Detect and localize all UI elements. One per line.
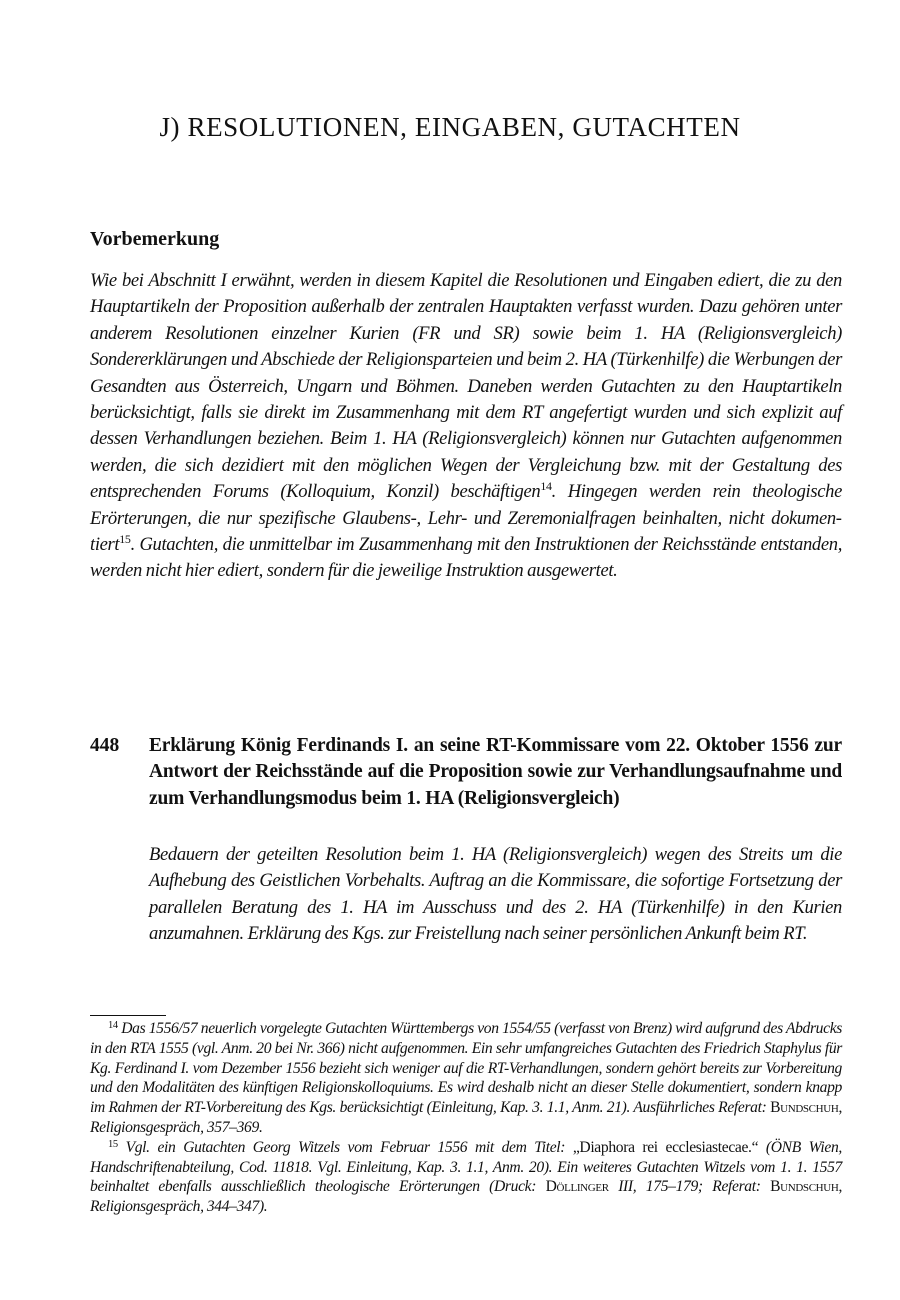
footnote-15 <box>90 1138 842 1217</box>
footnotes <box>90 1019 842 1217</box>
footnote-ref-14[interactable]: 14 <box>540 479 552 494</box>
paragraph-text: Wie bei Abschnitt I erwähnt, werden in diesem Kapitel die Resolutionen und Eingaben ediert, die zu den Hauptartikeln der Proposition außerhalb der zentralen Hauptakten verfasst wurden. Dazu gehören unter anderem Resolutionen einzelner Kurien (FR und SR) sowie beim 1. HA (Religionsvergleich) Sondererklärungen und Abschiede der Religionsparteien und beim 2. HA (Türkenhilfe) die Werbungen der Gesandten aus Österreich, Ungarn und Böhmen. Daneben werden Gutachten zu den Hauptartikeln berücksichtigt, falls sie direkt im Zusammenhang mit dem RT angefertigt wurden und sich explizit auf dessen Verhandlungen beziehen. Beim 1. HA (Religionsvergleich) können nur Gutachten aufgenommen werden, die sich dezidiert mit den möglichen Wegen der Vergleichung bzw. mit der Gestaltung des entsprechenden Forums (Kolloquium, Konzil) beschäftigen <box>90 270 842 503</box>
footnote-text: III, 175–179; Referat: <box>618 1178 761 1196</box>
author-name: Bundschuh, <box>770 1178 843 1196</box>
footnote-ref-15[interactable]: 15 <box>119 532 131 547</box>
author-name: Döllinger <box>545 1178 609 1196</box>
chapter-title: J) RESOLUTIONEN, EINGABEN, GUTACHTEN <box>159 112 741 142</box>
preliminary-note-paragraph <box>90 268 842 585</box>
footnote-text: Vgl. ein Gutachten Georg Witzels vom Februar 1556 mit dem Titel: <box>125 1138 566 1156</box>
footnote-text: Religionsgespräch, 357–369. <box>90 1118 263 1136</box>
entry-number: 448 <box>90 735 120 756</box>
paragraph-text: . Gutachten, die unmittelbar im Zusammenhang mit den Instruktionen der Reichsstände entstanden, werden nicht hier ediert, sondern für die jeweilige Instruktion ausgewertet. <box>90 534 842 582</box>
footnote-text: Religionsgespräch, 344–347). <box>90 1198 268 1216</box>
entry-title: Erklärung König Ferdinands I. an seine RT-Kommissare vom 22. Oktober 1556 zur Antwort der Reichsstände auf die Proposition sowie zur Verhandlungsaufnahme und zum Verhandlungsmodus beim 1. HA (Religionsvergleich) <box>149 735 842 809</box>
entry-abstract: Bedauern der geteilten Resolution beim 1. HA (Religionsvergleich) wegen des Streits um die Aufhebung des Geistlichen Vorbehalts. Auftrag an die Kommissare, die sofortige Fortsetzung der parallelen Beratung des 1. HA im Ausschuss und des 2. HA (Türkenhilfe) in den Kurien anzumahnen. Erklärung des Kgs. zur Freistellung nach seiner persönlichen Ankunft beim RT. <box>149 844 842 945</box>
section-heading: Vorbemerkung <box>90 228 220 250</box>
paragraph-text: . Hingegen werden rein theologische Erörterungen, die nur spezifische Glaubens-, Lehr- und Zeremonialfragen beinhalten, nicht dokumentiert <box>90 481 842 556</box>
footnote-text: Das 1556/57 neuerlich vorgelegte Gutachten Württembergs von 1554/55 (verfasst von Brenz) wird aufgrund des Abdrucks in den RTA 1555 (vgl. Anm. 20 bei Nr. 366) nicht aufgenommen. Ein sehr umfangreiches Gutachten des Friedrich Staphylus für Kg. Ferdinand I. vom Dezember 1556 bezieht sich weniger auf die RT-Verhandlungen, sondern gehört bereits zur Vorbereitung und den Modalitäten des künftigen Religionskolloquiums. Es wird deshalb nicht an dieser Stelle dokumentiert, sondern knapp im Rahmen der RT-Vorbereitung des Kgs. berücksichtigt (Einleitung, Kap. 3. 1.1, Anm. 21). Ausführliches Referat: <box>90 1020 842 1117</box>
document-entry <box>90 733 842 812</box>
quoted-title: „Diaphora rei ecclesiastecae.“ <box>572 1138 759 1156</box>
author-name: Bundschuh, <box>770 1099 842 1117</box>
footnote-number: 15 <box>108 1138 118 1150</box>
footnote-number: 14 <box>108 1020 118 1031</box>
footnote-14 <box>90 1019 842 1138</box>
footnote-text: (ÖNB Wien, Handschriftenabteilung, Cod. 11818. Vgl. Einleitung, Kap. 3. 1.1, Anm. 20). Ein weiteres Gutachten Witzels vom 1. 1. 1557 beinhaltet ebenfalls ausschließlich theologische Erörterungen (Druck: <box>90 1138 842 1196</box>
footnote-divider <box>90 1015 166 1016</box>
